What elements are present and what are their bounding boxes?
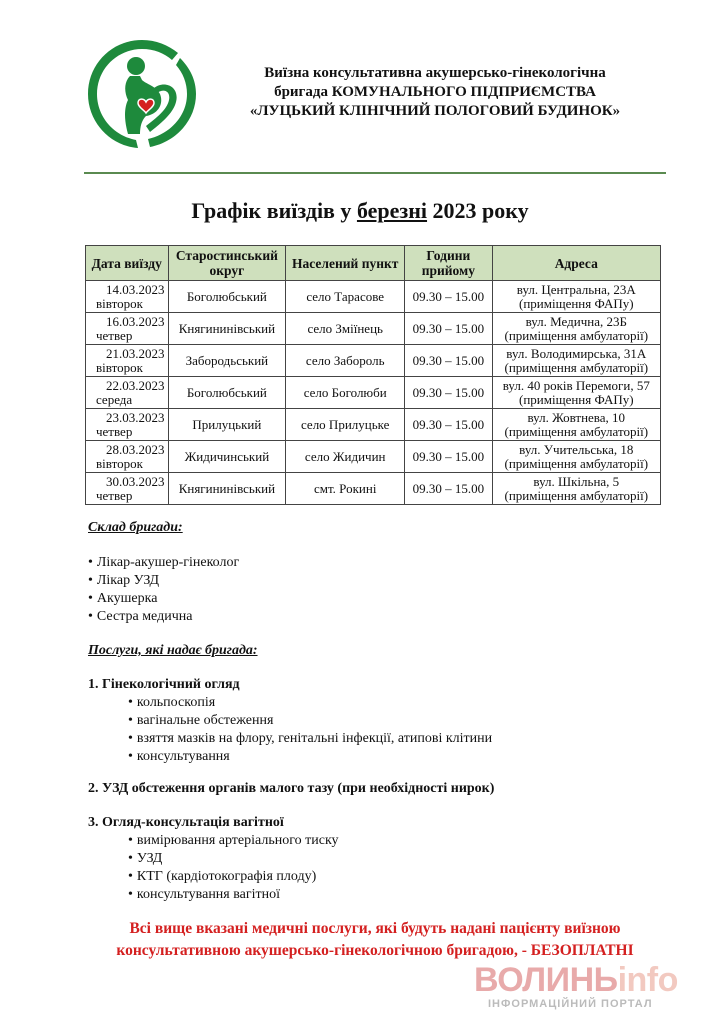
cell-hours: 09.30 – 15.00 — [405, 313, 492, 345]
list-item: • Акушерка — [88, 590, 239, 608]
cell-place: смт. Рокині — [286, 473, 405, 505]
list-item: • Лікар-акушер-гінеколог — [88, 554, 239, 572]
cell-place: село Зміїнець — [286, 313, 405, 345]
cell-address: вул. Володимирська, 31А (приміщення амбулаторії) — [492, 345, 660, 377]
page-title — [84, 198, 636, 224]
cell-place: село Тарасове — [286, 281, 405, 313]
table-row — [86, 473, 661, 505]
list-item: • УЗД — [128, 850, 339, 868]
table-header-row — [86, 246, 661, 281]
list-item: • Сестра медична — [88, 608, 239, 626]
list-item: • кольпоскопія — [128, 694, 492, 712]
cell-district: Жидичинський — [168, 441, 286, 473]
list-item: • консультування — [128, 748, 492, 766]
volyn-info-watermark — [474, 962, 714, 1010]
header-divider — [84, 172, 666, 174]
cell-date: 14.03.2023 вівторок — [86, 281, 169, 313]
cell-place: село Прилуцьке — [286, 409, 405, 441]
header-place: Населений пункт — [286, 246, 405, 281]
cell-district: Забородьський — [168, 345, 286, 377]
title-month: березні — [356, 198, 428, 223]
cell-hours: 09.30 – 15.00 — [405, 281, 492, 313]
table-row — [86, 281, 661, 313]
cell-date: 16.03.2023 четвер — [86, 313, 169, 345]
cell-place: село Жидичин — [286, 441, 405, 473]
list-item: • вимірювання артеріального тиску — [128, 832, 339, 850]
watermark-brand-main: ВОЛИНЬ — [474, 961, 618, 999]
organization-header — [215, 64, 655, 121]
service-1-list — [128, 694, 492, 766]
watermark-tagline: ІНФОРМАЦІЙНИЙ ПОРТАЛ — [488, 998, 653, 1010]
cell-hours: 09.30 – 15.00 — [405, 473, 492, 505]
list-item: • Лікар УЗД — [88, 572, 239, 590]
cell-address: вул. Центральна, 23А (приміщення ФАПу) — [492, 281, 660, 313]
cell-date: 30.03.2023 четвер — [86, 473, 169, 505]
table-row — [86, 313, 661, 345]
clinic-logo — [84, 36, 200, 152]
cell-place: село Забороль — [286, 345, 405, 377]
brigade-list — [88, 554, 239, 626]
cell-district: Боголюбський — [168, 377, 286, 409]
cell-address: вул. 40 років Перемоги, 57 (приміщення ФАПу) — [492, 377, 660, 409]
header-district: Старостинський округ — [168, 246, 286, 281]
header-hours: Години прийому — [405, 246, 492, 281]
table-row — [86, 409, 661, 441]
watermark-brand — [474, 962, 714, 998]
cell-hours: 09.30 – 15.00 — [405, 345, 492, 377]
cell-district: Боголюбський — [168, 281, 286, 313]
cell-hours: 09.30 – 15.00 — [405, 441, 492, 473]
services-heading: Послуги, які надає бригада: — [88, 643, 258, 658]
cell-hours: 09.30 – 15.00 — [405, 377, 492, 409]
cell-district: Прилуцький — [168, 409, 286, 441]
cell-date: 28.03.2023 вівторок — [86, 441, 169, 473]
org-line-3: «ЛУЦЬКИЙ КЛІНІЧНИЙ ПОЛОГОВИЙ БУДИНОК» — [249, 103, 621, 119]
list-item: • КТГ (кардіотокографія плоду) — [128, 868, 339, 886]
service-3-list — [128, 832, 339, 904]
title-prefix: Графік виїздів у — [191, 198, 357, 223]
service-2-title: 2. УЗД обстеження органів малого тазу (при необхідності нирок) — [88, 781, 495, 796]
title-suffix: 2023 року — [427, 198, 529, 223]
note-line-2: консультативною акушерсько-гінекологічною бригадою, - БЕЗОПЛАТНІ — [116, 942, 634, 959]
brigade-heading: Склад бригади: — [88, 520, 183, 535]
cell-date: 22.03.2023 середа — [86, 377, 169, 409]
pregnant-woman-heart-icon — [84, 36, 200, 152]
service-1-title: 1. Гінекологічний огляд — [88, 677, 240, 692]
org-line-1: Виїзна консультативна акушерсько-гінекологічна — [264, 65, 606, 81]
cell-hours: 09.30 – 15.00 — [405, 409, 492, 441]
cell-district: Княгининівський — [168, 313, 286, 345]
list-item: • взяття мазків на флору, генітальні інфекції, атипові клітини — [128, 730, 492, 748]
list-item: • вагінальне обстеження — [128, 712, 492, 730]
list-item: • консультування вагітної — [128, 886, 339, 904]
cell-address: вул. Учительська, 18 (приміщення амбулаторії) — [492, 441, 660, 473]
cell-place: село Боголюби — [286, 377, 405, 409]
cell-district: Княгининівський — [168, 473, 286, 505]
cell-date: 21.03.2023 вівторок — [86, 345, 169, 377]
org-line-2: бригада КОМУНАЛЬНОГО ПІДПРИЄМСТВА — [274, 84, 596, 100]
header-address: Адреса — [492, 246, 660, 281]
note-line-1: Всі вище вказані медичні послуги, які будуть надані пацієнту виїзною — [129, 920, 621, 937]
cell-date: 23.03.2023 четвер — [86, 409, 169, 441]
table-row — [86, 441, 661, 473]
cell-address: вул. Жовтнева, 10 (приміщення амбулаторії) — [492, 409, 660, 441]
table-row — [86, 377, 661, 409]
cell-address: вул. Медична, 23Б (приміщення амбулаторії) — [492, 313, 660, 345]
free-services-note — [70, 918, 680, 962]
watermark-brand-suffix: info — [617, 961, 678, 999]
cell-address: вул. Шкільна, 5 (приміщення амбулаторії) — [492, 473, 660, 505]
table-row — [86, 345, 661, 377]
service-3-title: 3. Огляд-консультація вагітної — [88, 815, 284, 830]
header-date: Дата виїзду — [86, 246, 169, 281]
schedule-table — [85, 245, 661, 505]
